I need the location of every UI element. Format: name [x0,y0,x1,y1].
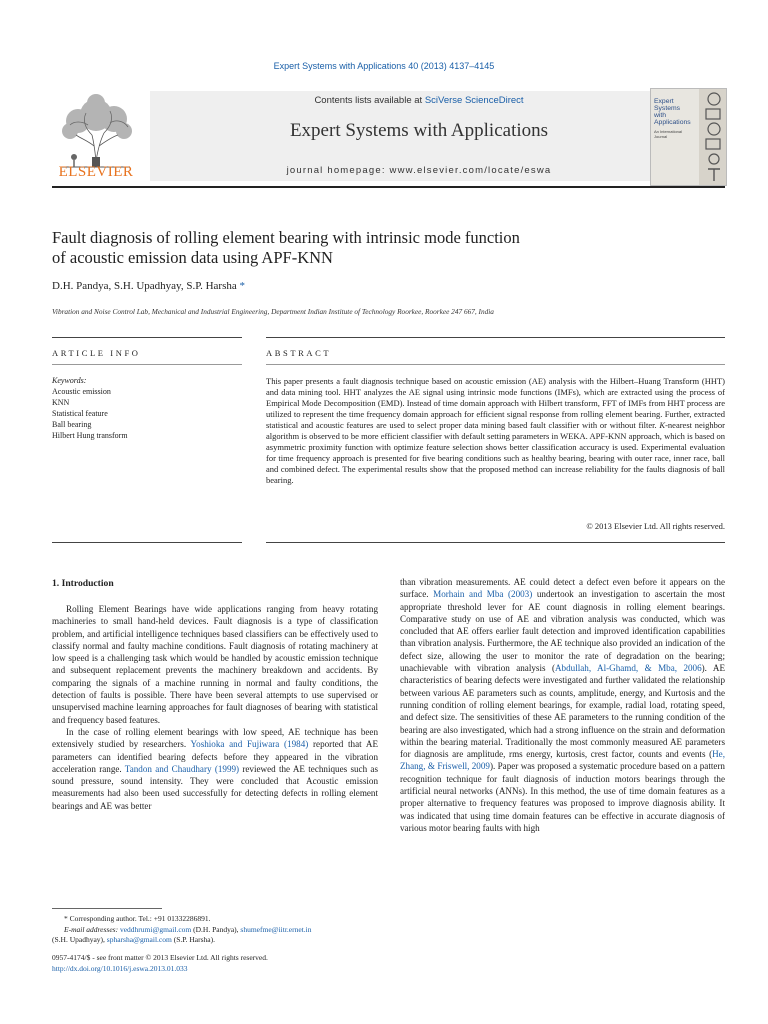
abstract-italic: K [659,420,666,430]
abstract-bottom-rule [266,542,725,543]
paper-title-line: Fault diagnosis of rolling element bearing with intrinsic mode function [52,228,520,247]
text-run: undertook an investigation to ascertain the most appropriate threshold lever for AE count diagnosis in rolling element bearings. Comparative study on use of AE and vibration analysis was conducted, which was concluded that AE offers earlier fault detection and improved identification capabilities than vibration analysis. Furthermore, the AE technique also provided an indication of the defect size, allowing the user to monitor the rate of degradation on the bearing; unachievable with vibration analysis ( [400,589,726,674]
cover-subtitle: An International Journal [654,129,683,139]
footnote-star: * [64,914,70,923]
keyword-item: Ball bearing [52,420,92,429]
affiliation: Vibration and Noise Control Lab, Mechanical and Industrial Engineering, Department Indian Institute of Technology Roorkee, Roorkee 247 667, India [52,307,494,316]
authors-text: D.H. Pandya, S.H. Upadhyay, S.P. Harsha [52,280,237,292]
keyword-item: KNN [52,398,70,407]
article-info-rule [52,337,242,338]
article-info-subrule [52,364,242,365]
keyword-item: Statistical feature [52,409,108,418]
abstract-subrule [266,364,725,365]
cover-title [654,98,698,126]
section-heading-introduction: 1. Introduction [52,578,114,589]
cover-line: with [654,112,667,119]
text-run: than vibration measurements. AE could detect a defect even before it appears on the surface. [400,577,725,600]
cover-line: Expert [654,98,674,105]
body-column-left [52,603,378,812]
text-run: reviewed the AE techniques such as sound pressure, sound intensity. They were concluded that Acoustic emission measurements had also been used successfully for detecting defects in rolling element bearings and AE was better [52,763,378,811]
email-owner: (S.H. Upadhyay), [52,935,107,944]
author-list [52,280,245,292]
text-run: ). Paper was proposed a systematic procedure based on a pattern recognition technique for fault diagnosis of induction motors bearings through the artificial neural networks (ANNs). In this method, the use of time domain features as a proper alternative to frequency features was proposed to improve diagnosis ability. It was indicated that using time domain features can be effective in accurate diagnosis of various motor bearing faults with high [400,761,725,833]
email-link[interactable]: spharsha@gmail.com [106,935,172,944]
email-addresses [52,925,382,936]
text-run: reported that AE parameters can identified bearing defects before they appeared in the vibration acceleration range. [52,739,379,774]
corresponding-author-mark[interactable]: * [239,280,245,292]
abstract-text [266,376,725,486]
email-link[interactable]: veddhrumi@gmail.com [119,924,192,934]
body-column-right [400,576,725,834]
email-owner: (D.H. Pandya), [191,924,241,934]
abstract-part: This paper presents a fault diagnosis technique based on acoustic emission (AE) analysis with the Hilbert–Huang Transform (HHT) and data mining tool. HHT analyzes the AE signal using intrinsic mode functions (IMFs), which are extracted using the process of Empirical Mode Decomposition (EMD). Instead of time domain approach with Hilbert transform, FFT of IMFs from HHT process are utilized to represent the time frequency domain approach for efficient signal response from rolling element bearing. Further, extracted statistical and acoustic features are used to select proper data mining based fault classifier with or without filter. [266,376,725,430]
footnotes [52,914,382,946]
abstract-heading: ABSTRACT [266,348,332,358]
keyword-item: Acoustic emission [52,387,111,396]
keyword-item: Hilbert Hung transform [52,431,128,440]
publisher-wordmark: ELSEVIER [58,164,134,180]
header-divider [52,186,725,188]
email-owner: (S.P. Harsha). [171,935,215,944]
paper-title [52,228,692,268]
contents-available-line [150,95,688,106]
citation-link[interactable]: Yoshioka and Fujiwara (1984) [190,739,309,750]
email-addresses-cont [52,935,382,946]
email-label: E-mail addresses: [64,924,120,934]
article-info-heading: ARTICLE INFO [52,348,141,358]
paragraph: Rolling Element Bearings have wide applications ranging from heavy rotating machineries to small hand-held devices. Fault diagnosis is a type of classification problem, and artificial intelligence techniques based classifiers can be effectively used to classify normal and faulty machine conditions. Fault diagnosis of rotating machinery at low speed is a challenging task which would be handled by acoustic emission technique and subsequent replacement prevents the machinery breakdown and accidents. By comparing the signals of a machine running in normal and faulty conditions, the detection of faults is possible. There have been several attempts to use supervised or unsupervised machine learning approaches for fault diagnoses of bearing with statistical and frequency based features. [52,604,378,725]
journal-title: Expert Systems with Applications [289,120,549,141]
doi-link[interactable]: http://dx.doi.org/10.1016/j.eswa.2013.01.033 [52,963,188,973]
keywords-label: Keywords: [52,376,87,385]
text-run: ). AE characteristics of bearing defects were investigated and further validated the relationship between various AE parameters such as counts, amplitude, energy, and Kurtosis and the running condition of rolling element bearings, for example, radial load, rotating speed, and defect size. The sensitivities of these AE parameters to the running condition of the bearing are also investigated, which had a strong influence on the strain and deformation within the bearing material. Traditionally the most commonly measured AE parameters for diagnosis are amplitude, rms energy, kurtosis, crest factor, counts and events ( [400,663,725,760]
abstract-rule [266,337,725,338]
paragraph [52,726,378,812]
journal-reference-link[interactable]: Expert Systems with Applications 40 (2013) 4137–4145 [273,61,495,71]
footnote-text: Corresponding author. Tel.: +91 01332286891. [69,914,211,923]
paragraph [400,576,725,834]
contents-prefix: Contents lists available at [314,95,425,106]
citation-link[interactable]: Tandon and Chaudhary (1999) [124,763,240,774]
front-matter-text: 0957-4174/$ - see front matter © 2013 Elsevier Ltd. All rights reserved. [52,953,268,962]
abstract-part: -nearest neighbor algorithm is observed to be more efficient classifier with default setting parameters in WEKA. APF-KNN approach, which is based on asymmetric proximity function with optimize feature selection shows better classification accuracy is used. Experimental evaluation for time frequency approach is presented for five bearing conditions such as healthy bearing, bearing with outer race, inner race, ball and combined defect. The experimental results show that the proposed method can increase reliability for the faults diagnosis of ball bearing. [266,420,725,485]
article-info-bottom-rule [52,542,242,543]
elsevier-logo [52,91,140,183]
cover-line: Applications [654,119,691,126]
citation-link[interactable]: He, Zhang, & Friswell, 2009 [400,749,725,772]
journal-homepage[interactable]: journal homepage: www.elsevier.com/locate/eswa [286,165,552,176]
paper-title-line: of acoustic emission data using APF-KNN [52,248,333,267]
footnote-rule [52,908,162,909]
keywords-block [52,375,242,441]
text-run: In the case of rolling element bearings with low speed, AE technique has been extensively studied by researchers. [52,726,378,750]
citation-link[interactable]: Abdullah, Al-Ghamd, & Mba, 2006 [554,663,702,674]
citation-link[interactable]: Morhain and Mba (2003) [433,589,533,600]
cover-line: Systems [654,105,681,112]
email-link[interactable]: shumefme@iitr.ernet.in [240,924,312,934]
abstract-copyright: © 2013 Elsevier Ltd. All rights reserved. [586,521,725,531]
sciencedirect-link[interactable]: SciVerse ScienceDirect [424,95,524,106]
corresponding-author-note [52,914,382,925]
front-matter [52,953,382,974]
